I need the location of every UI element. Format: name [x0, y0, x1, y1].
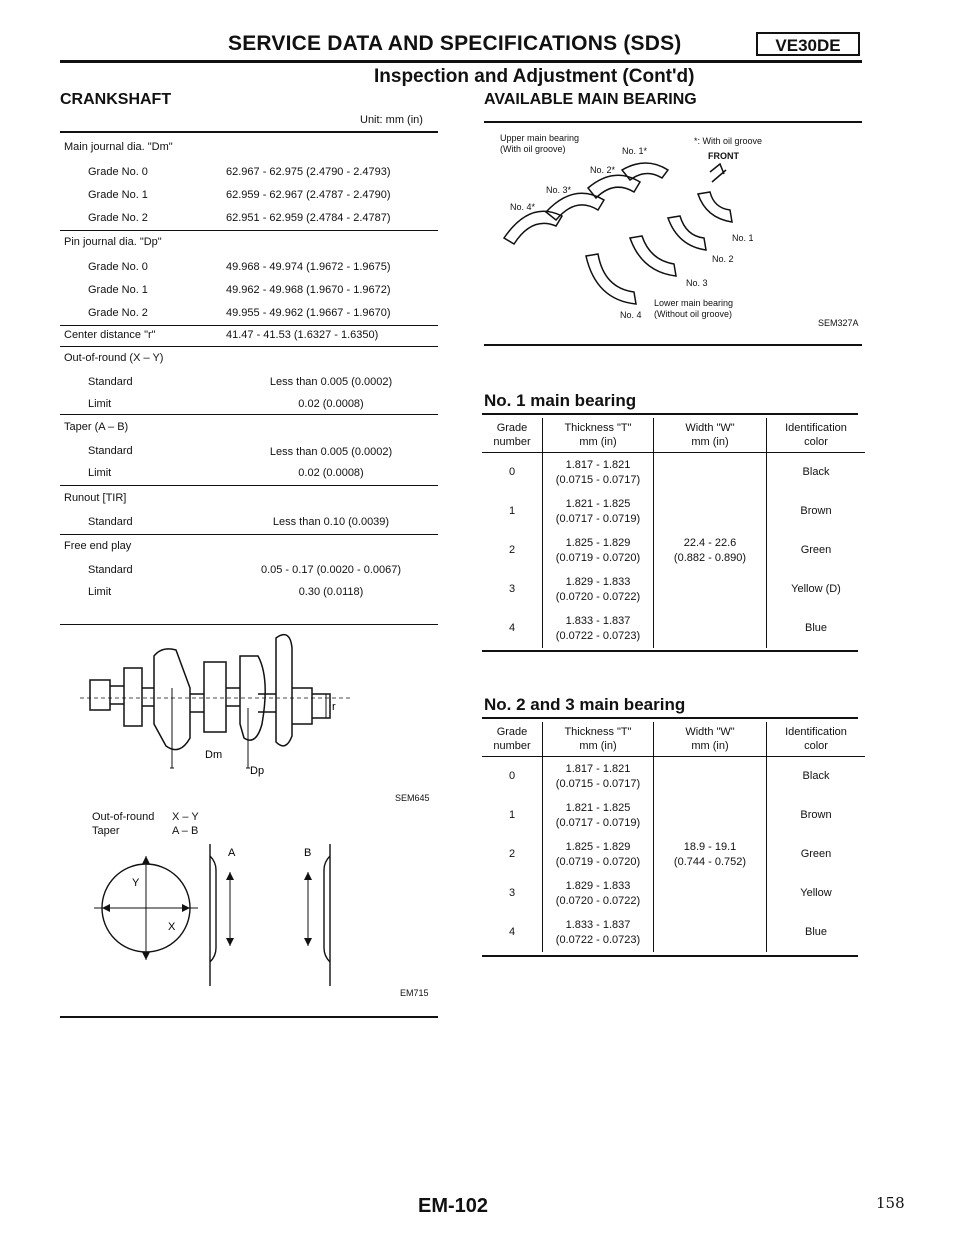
spec-divider: [60, 325, 438, 326]
no23-table-bottom-rule: [482, 955, 858, 957]
taper-limit-label: Limit: [88, 467, 112, 479]
table-row: 0 1.817 - 1.821 (0.0715 - 0.0717) 18.9 - 19.1 (0.744 - 0.752) Black: [482, 757, 865, 797]
no1-bearing-title: No. 1 main bearing: [484, 391, 637, 410]
crankshaft-heading: CRANKSHAFT: [60, 91, 172, 108]
pin-grade-1-value: 49.962 - 49.968 (1.9670 - 1.9672): [226, 284, 391, 296]
no1-table-top-rule: [482, 413, 858, 415]
table-row: 3 1.829 - 1.833 (0.0720 - 0.0722) Yellow (D): [482, 570, 865, 609]
legend-out-of-round-name: Out-of-round: [92, 811, 155, 823]
end-play-limit-label: Limit: [88, 586, 112, 598]
table-row: 0 1.817 - 1.821 (0.0715 - 0.0717) 22.4 - 22.6 (0.882 - 0.890) Black: [482, 453, 865, 493]
lower-no1-label: No. 1: [732, 233, 754, 243]
b-label: B: [304, 847, 312, 859]
pin-grade-1-label: Grade No. 1: [88, 284, 148, 296]
out-of-round-standard-value: Less than 0.005 (0.0002): [269, 376, 393, 388]
spec-divider: [60, 534, 438, 535]
main-grade-1-value: 62.959 - 62.967 (2.4787 - 2.4790): [226, 189, 391, 201]
a-label: A: [228, 847, 236, 859]
runout-label: Runout [TIR]: [64, 492, 127, 504]
end-play-label: Free end play: [64, 540, 132, 552]
crankshaft-diagram: [80, 628, 360, 778]
out-of-round-limit-value: 0.02 (0.0008): [298, 398, 364, 410]
runout-standard-value: Less than 0.10 (0.0039): [272, 516, 390, 528]
spec-table-top-rule: [60, 131, 438, 133]
left-column-bottom-rule: [60, 1016, 438, 1018]
no1-table-bottom-rule: [482, 650, 858, 652]
taper-standard-label: Standard: [88, 445, 133, 457]
end-play-standard-label: Standard: [88, 564, 133, 576]
out-of-round-standard-label: Standard: [88, 376, 133, 388]
center-distance-label: Center distance "r": [64, 329, 156, 341]
main-grade-2-value: 62.951 - 62.959 (2.4784 - 2.4787): [226, 212, 391, 224]
out-of-round-taper-diagram: [90, 836, 350, 986]
lower-bearing-label-2: (Without oil groove): [654, 309, 733, 319]
table-row: 3 1.829 - 1.833 (0.0720 - 0.0722) Yellow: [482, 874, 865, 913]
table-row: 2 1.825 - 1.829 (0.0719 - 0.0720) Green: [482, 835, 865, 874]
table-row: 4 1.833 - 1.837 (0.0722 - 0.0723) Blue: [482, 609, 865, 648]
no23-width-cell: 18.9 - 19.1 (0.744 - 0.752): [654, 757, 767, 953]
figure-code-sem645: SEM645: [395, 793, 430, 803]
main-bearing-shells-diagram: [500, 160, 760, 320]
upper-bearing-label: Upper main bearing: [500, 133, 580, 143]
main-grade-1-label: Grade No. 1: [88, 189, 148, 201]
no23-bearing-table: [482, 722, 865, 952]
page-number: 158: [876, 1194, 905, 1212]
spec-divider: [60, 230, 438, 231]
legend-taper-value: A – B: [172, 825, 199, 837]
page-subtitle: Inspection and Adjustment (Cont'd): [374, 66, 695, 87]
upper-no4-label: No. 4*: [510, 202, 536, 212]
out-of-round-label: Out-of-round (X – Y): [64, 352, 164, 364]
y-label: Y: [132, 877, 140, 889]
spec-divider: [60, 414, 438, 415]
unit-label: Unit: mm (in): [360, 114, 423, 126]
page-code: EM-102: [418, 1195, 489, 1217]
col-width: Width "W" mm (in): [654, 722, 767, 757]
page-title: SERVICE DATA AND SPECIFICATIONS (SDS): [228, 32, 682, 55]
pin-journal-label: Pin journal dia. "Dp": [64, 236, 162, 248]
end-play-limit-value: 0.30 (0.0118): [298, 586, 364, 598]
figure-code-sem327a: SEM327A: [818, 318, 859, 328]
engine-code-badge: VE30DE: [756, 32, 860, 56]
no23-bearing-title: No. 2 and 3 main bearing: [484, 695, 686, 714]
pin-grade-2-value: 49.955 - 49.962 (1.9667 - 1.9670): [226, 307, 391, 319]
lower-bearing-label: Lower main bearing: [654, 298, 734, 308]
col-thickness: Thickness "T" mm (in): [543, 722, 654, 757]
center-distance-value: 41.47 - 41.53 (1.6327 - 1.6350): [226, 329, 379, 341]
col-thickness: Thickness "T" mm (in): [543, 418, 654, 453]
no1-width-cell: 22.4 - 22.6 (0.882 - 0.890): [654, 453, 767, 649]
main-journal-label: Main journal dia. "Dm": [64, 141, 173, 153]
runout-standard-label: Standard: [88, 516, 133, 528]
taper-label: Taper (A – B): [64, 421, 129, 433]
taper-limit-value: 0.02 (0.0008): [298, 467, 364, 479]
legend-out-of-round-value: X – Y: [172, 811, 199, 823]
end-play-standard-value: 0.05 - 0.17 (0.0020 - 0.0067): [260, 564, 402, 576]
upper-no2-label: No. 2*: [590, 165, 616, 175]
r-label: r: [332, 701, 336, 713]
out-of-round-limit-label: Limit: [88, 398, 112, 410]
pin-grade-2-label: Grade No. 2: [88, 307, 148, 319]
upper-no1-label: No. 1*: [622, 146, 648, 156]
bearing-fig-top-rule: [484, 121, 862, 123]
main-grade-2-label: Grade No. 2: [88, 212, 148, 224]
spec-table-bottom-rule: [60, 624, 438, 625]
dp-label: Dp: [250, 765, 265, 777]
lower-no4-label: No. 4: [620, 310, 642, 320]
front-label: FRONT: [708, 151, 739, 161]
col-id-color: Identification color: [767, 722, 866, 757]
main-grade-0-label: Grade No. 0: [88, 166, 148, 178]
col-id-color: Identification color: [767, 418, 866, 453]
col-grade: Grade number: [482, 418, 543, 453]
table-row: 1 1.821 - 1.825 (0.0717 - 0.0719) Brown: [482, 492, 865, 531]
col-grade: Grade number: [482, 722, 543, 757]
main-grade-0-value: 62.967 - 62.975 (2.4790 - 2.4793): [226, 166, 391, 178]
x-label: X: [168, 921, 176, 933]
table-row: 4 1.833 - 1.837 (0.0722 - 0.0723) Blue: [482, 913, 865, 952]
bearing-fig-bottom-rule: [484, 344, 862, 346]
spec-divider: [60, 485, 438, 486]
available-bearing-heading: AVAILABLE MAIN BEARING: [484, 91, 697, 108]
lower-no3-label: No. 3: [686, 278, 708, 288]
spec-divider: [60, 346, 438, 347]
taper-standard-value: Less than 0.005 (0.0002): [269, 446, 393, 458]
figure-code-em715: EM715: [400, 988, 429, 998]
table-row: 2 1.825 - 1.829 (0.0719 - 0.0720) Green: [482, 531, 865, 570]
oil-groove-note: *: With oil groove: [694, 136, 763, 146]
legend-taper-name: Taper: [92, 825, 120, 837]
pin-grade-0-value: 49.968 - 49.974 (1.9672 - 1.9675): [226, 261, 391, 273]
col-width: Width "W" mm (in): [654, 418, 767, 453]
header-rule: [60, 60, 862, 63]
table-row: 1 1.821 - 1.825 (0.0717 - 0.0719) Brown: [482, 796, 865, 835]
upper-no3-label: No. 3*: [546, 185, 572, 195]
upper-bearing-label-2: (With oil groove): [500, 144, 566, 154]
pin-grade-0-label: Grade No. 0: [88, 261, 148, 273]
no23-table-top-rule: [482, 717, 858, 719]
no1-bearing-table: [482, 418, 865, 648]
lower-no2-label: No. 2: [712, 254, 734, 264]
dm-label: Dm: [205, 749, 223, 761]
